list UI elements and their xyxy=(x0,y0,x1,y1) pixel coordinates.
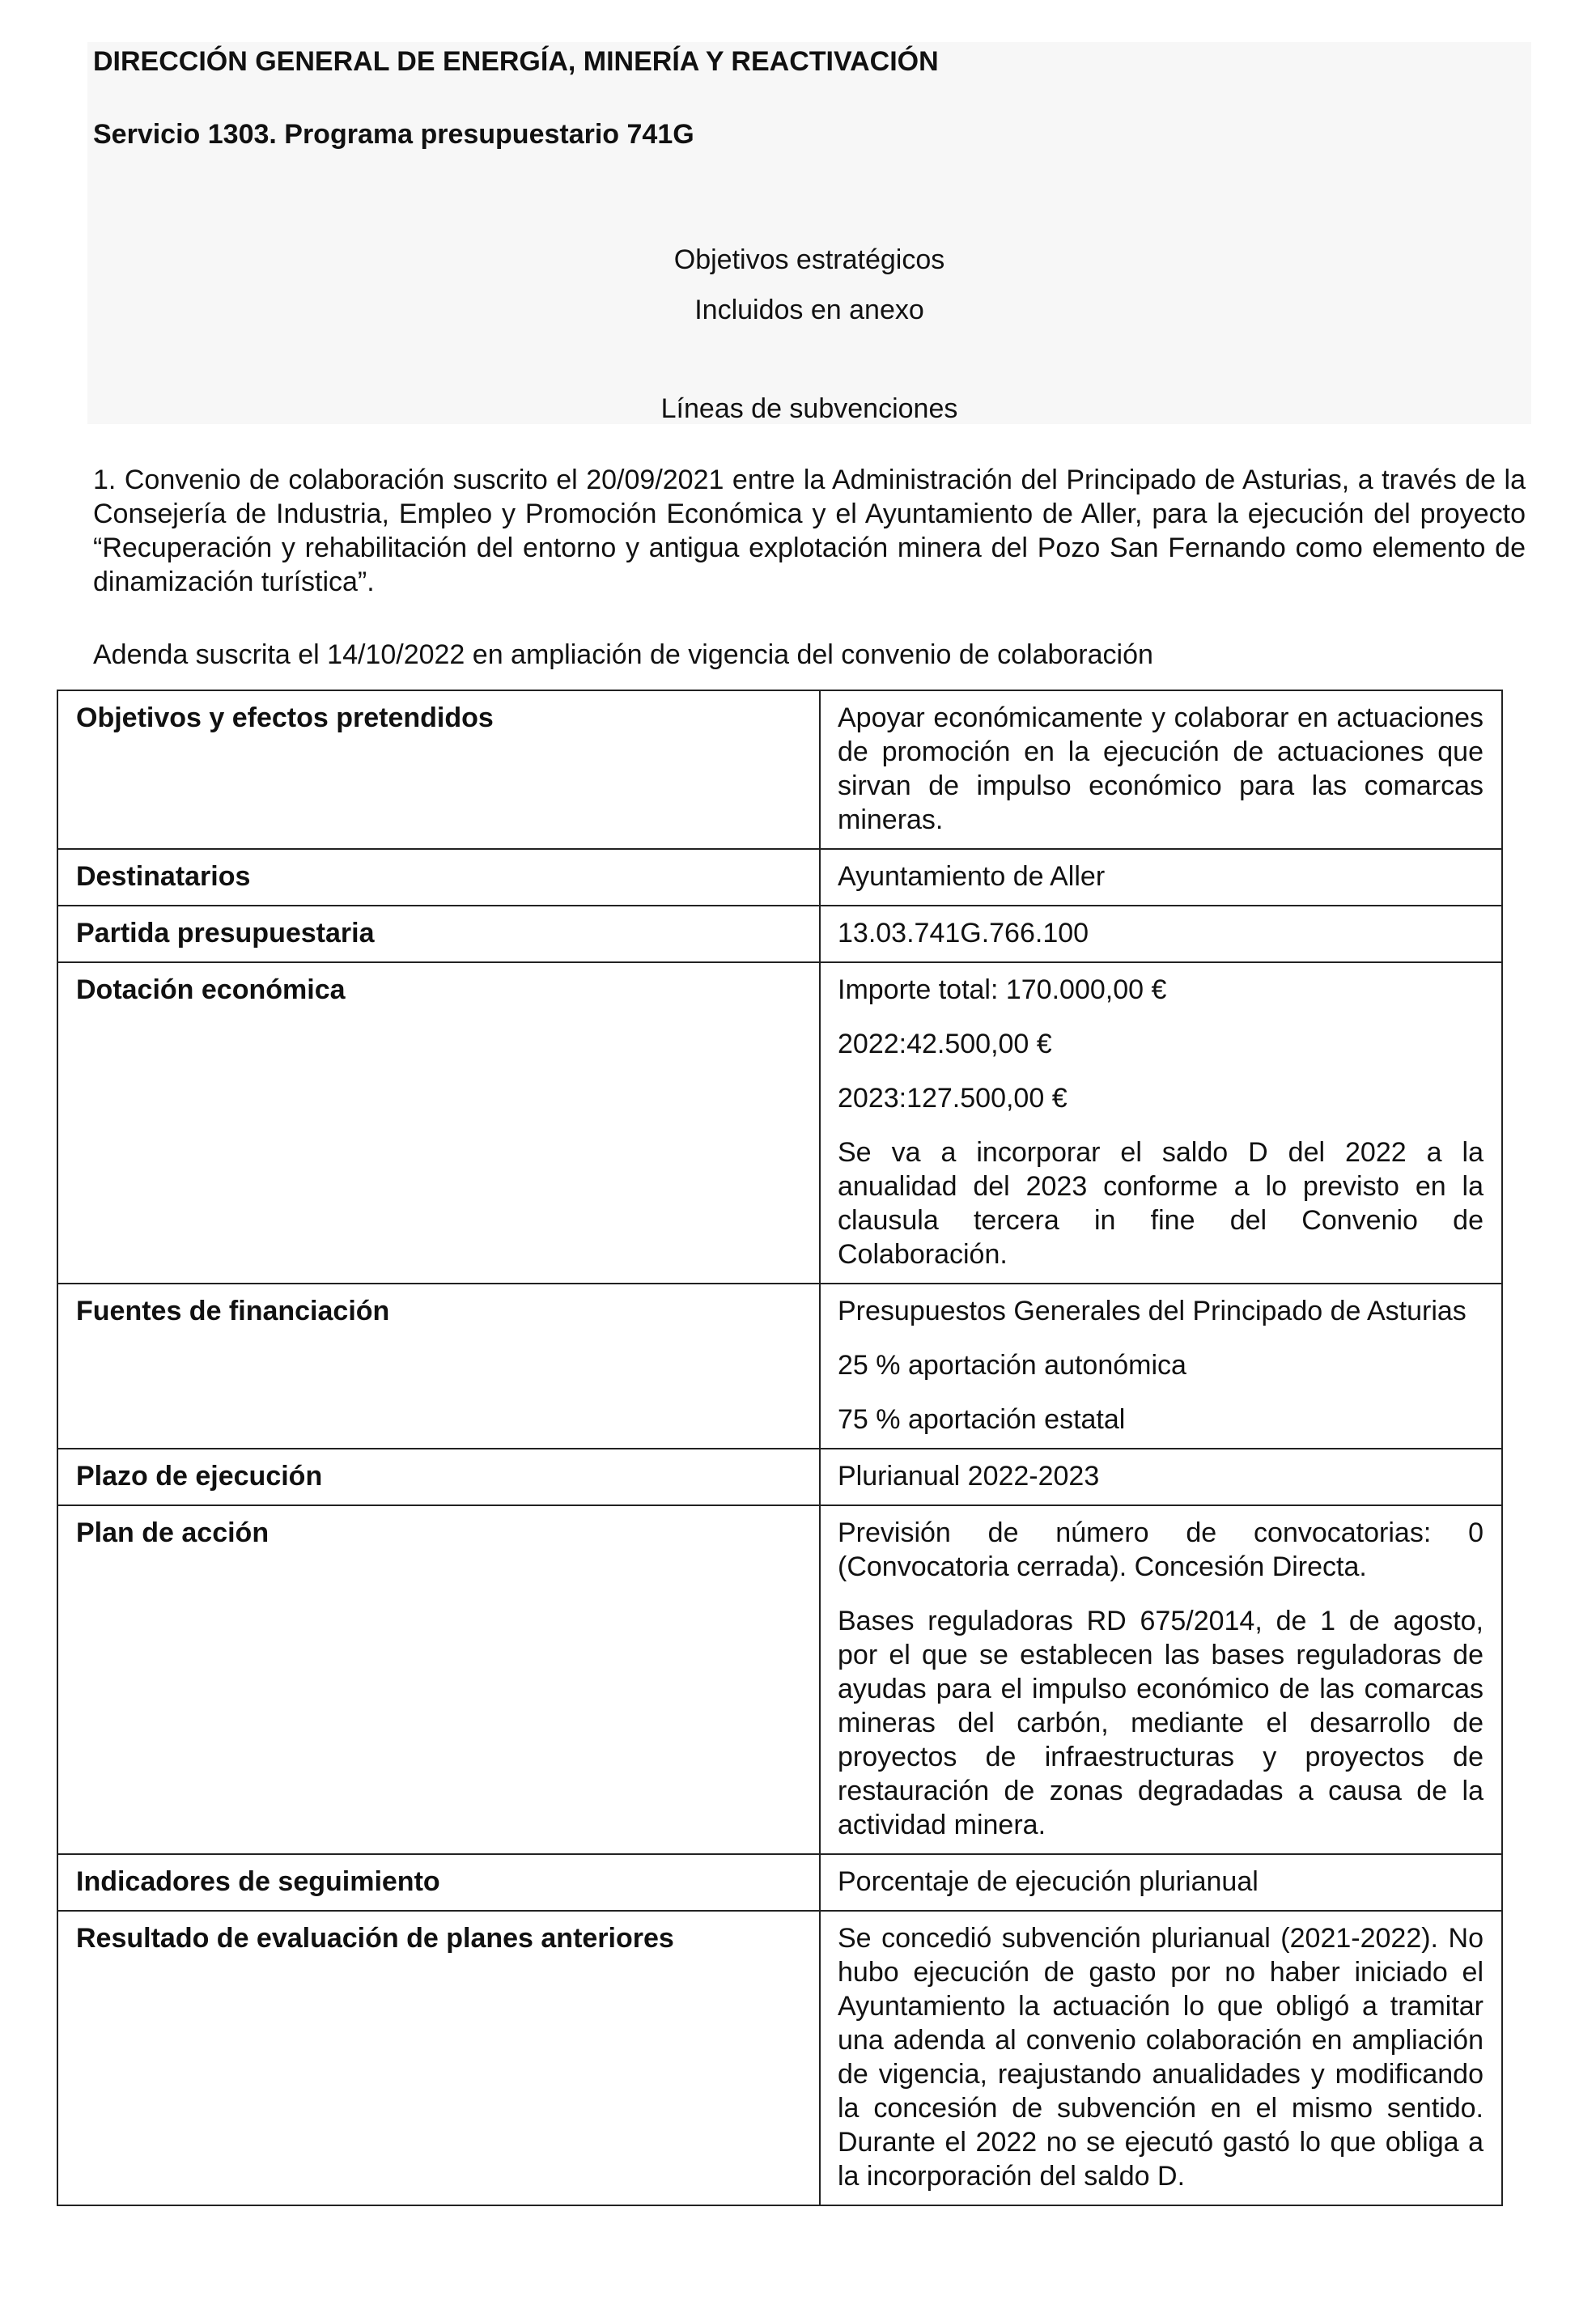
row-value xyxy=(820,1449,1502,1505)
table-row xyxy=(57,906,1502,962)
service-heading: Servicio 1303. Programa presupuestario 741G xyxy=(93,119,694,150)
table-row xyxy=(57,690,1502,849)
row-label: Dotación económica xyxy=(57,962,820,1284)
row-label: Partida presupuestaria xyxy=(57,906,820,962)
addendum-note: Adenda suscrita el 14/10/2022 en ampliación de vigencia del convenio de colaboración xyxy=(93,639,1153,670)
objectives-title: Objetivos estratégicos xyxy=(673,244,945,275)
objectives-text: Incluidos en anexo xyxy=(694,295,924,325)
row-label: Indicadores de seguimiento xyxy=(57,1854,820,1911)
department-heading: DIRECCIÓN GENERAL DE ENERGÍA, MINERÍA Y REACTIVACIÓN xyxy=(93,46,939,77)
row-value xyxy=(820,690,1502,849)
row-value xyxy=(820,1505,1502,1854)
value-paragraph: 25 % aportación autonómica xyxy=(838,1350,1186,1381)
table-row xyxy=(57,1911,1502,2205)
value-paragraph: 13.03.741G.766.100 xyxy=(838,918,1089,949)
row-label: Plan de acción xyxy=(57,1505,820,1854)
value-paragraph: Ayuntamiento de Aller xyxy=(838,861,1106,892)
table-row xyxy=(57,1284,1502,1449)
table-row xyxy=(57,849,1502,906)
row-value xyxy=(820,906,1502,962)
value-paragraph: Importe total: 170.000,00 € xyxy=(838,974,1167,1005)
row-value xyxy=(820,849,1502,906)
row-label: Resultado de evaluación de planes anteriores xyxy=(57,1911,820,2205)
subsidy-item-1: 1. Convenio de colaboración suscrito el 20/09/2021 entre la Administración del Principado de Asturias, a través de la Consejería de Industria, Empleo y Promoción Económica y el Ayuntamiento de Aller, para la ejecución del proyecto “Recuperación y rehabilitación del entorno y antigua explotación minera del Pozo San Fernando como elemento de dinamización turística”. xyxy=(93,465,1526,597)
value-paragraph: Previsión de número de convocatorias: 0 (Convocatoria cerrada). Concesión Directa. xyxy=(838,1517,1484,1582)
row-value xyxy=(820,1284,1502,1449)
value-paragraph: 75 % aportación estatal xyxy=(838,1404,1126,1435)
value-paragraph: 2023:127.500,00 € xyxy=(838,1083,1068,1114)
subsidies-title: Líneas de subvenciones xyxy=(660,393,958,424)
header-shaded-block xyxy=(87,42,1531,424)
table-row xyxy=(57,1854,1502,1911)
row-label: Fuentes de financiación xyxy=(57,1284,820,1449)
subsidy-details-table xyxy=(57,690,1503,2206)
row-value xyxy=(820,1854,1502,1911)
value-paragraph: Apoyar económicamente y colaborar en actuaciones de promoción en la ejecución de actuaciones que sirvan de impulso económico para las comarcas mineras. xyxy=(838,702,1484,835)
table-row xyxy=(57,1505,1502,1854)
row-label: Destinatarios xyxy=(57,849,820,906)
table-row xyxy=(57,1449,1502,1505)
value-paragraph: Presupuestos Generales del Principado de Asturias xyxy=(838,1296,1467,1326)
value-paragraph: 2022:42.500,00 € xyxy=(838,1029,1052,1059)
row-label: Objetivos y efectos pretendidos xyxy=(57,690,820,849)
row-label: Plazo de ejecución xyxy=(57,1449,820,1505)
row-value xyxy=(820,1911,1502,2205)
value-paragraph: Bases reguladoras RD 675/2014, de 1 de agosto, por el que se establecen las bases reguladoras de ayudas para el impulso económico de las comarcas mineras del carbón, mediante el desarrollo de proyectos de infraestructuras y proyectos de restauración de zonas degradadas a causa de la actividad minera. xyxy=(838,1606,1484,1840)
value-paragraph: Plurianual 2022-2023 xyxy=(838,1461,1100,1492)
table-row xyxy=(57,962,1502,1284)
value-paragraph: Se va a incorporar el saldo D del 2022 a la anualidad del 2023 conforme a lo previsto en la clausula tercera in fine del Convenio de Colaboración. xyxy=(838,1137,1484,1270)
row-value xyxy=(820,962,1502,1284)
value-paragraph: Se concedió subvención plurianual (2021-2022). No hubo ejecución de gasto por no haber iniciado el Ayuntamiento la actuación lo que obligó a tramitar una adenda al convenio colaboración en ampliación de vigencia, reajustando anualidades y modificando la concesión de subvención en el mismo sentido. Durante el 2022 no se ejecutó gastó lo que obliga a la incorporación del saldo D. xyxy=(838,1923,1484,2192)
value-paragraph: Porcentaje de ejecución plurianual xyxy=(838,1866,1259,1897)
